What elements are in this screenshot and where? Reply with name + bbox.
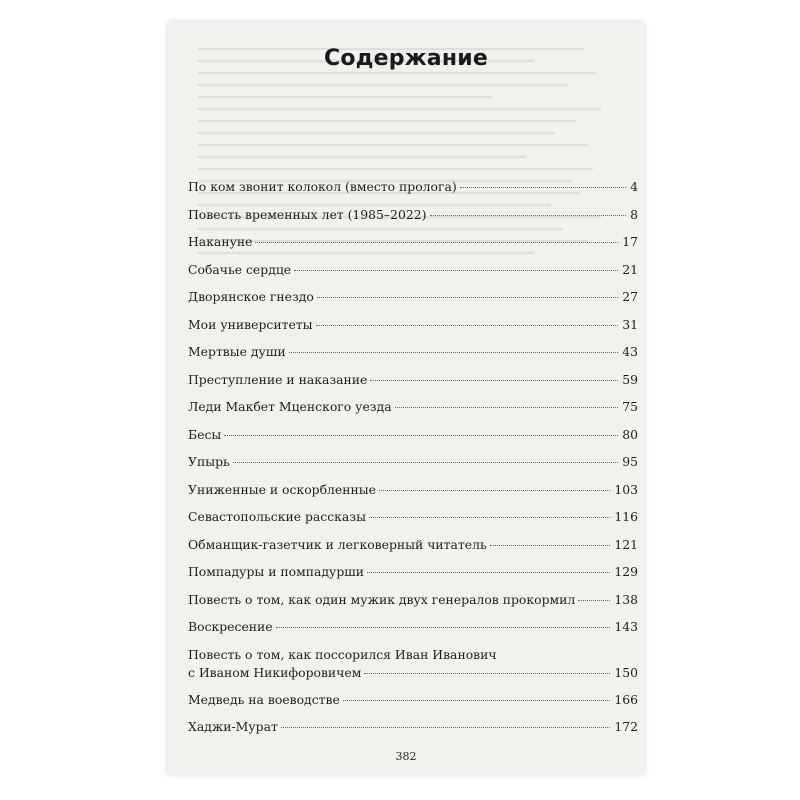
toc-page-number: 172: [614, 719, 638, 734]
toc-entry-title: Собачье сердце: [188, 261, 292, 277]
toc-page-number: 150: [614, 664, 638, 680]
leader-dots: [578, 600, 610, 601]
leader-dots: [281, 727, 611, 728]
contents-heading: Содержание: [324, 46, 488, 71]
toc-entry-title-line1: Повесть о том, как поссорился Иван Иванович: [188, 646, 497, 662]
toc-page-number: 21: [622, 261, 638, 277]
leader-dots: [379, 490, 610, 491]
toc-entry: [188, 692, 638, 720]
leader-dots: [490, 545, 611, 546]
toc-entry: [188, 234, 638, 262]
toc-entry: [188, 592, 638, 620]
leader-dots: [367, 572, 610, 573]
leader-dots: [370, 380, 618, 381]
toc-entry-title: Медведь на воеводстве: [188, 691, 340, 707]
toc-entry: [188, 482, 638, 510]
toc-page-number: 43: [622, 344, 638, 359]
toc-entry-title: Хаджи-Мурат: [188, 719, 278, 734]
book-page: [168, 22, 644, 774]
leader-dots: [343, 700, 611, 701]
toc-entry-title: Бесы: [188, 426, 222, 442]
leader-dots: [369, 517, 610, 518]
toc-page-number: 31: [622, 316, 638, 332]
toc-entry: [188, 564, 638, 592]
toc-entry: [188, 427, 638, 455]
toc-entry: [188, 262, 638, 290]
toc-entry: [188, 344, 638, 372]
toc-page-number: 138: [614, 591, 638, 607]
leader-dots: [395, 407, 619, 408]
toc-page-number: 75: [622, 399, 638, 414]
toc-entry-title: Повесть временных лет (1985–2022): [188, 206, 427, 222]
leader-dots: [233, 462, 618, 463]
toc-entry: [188, 454, 638, 482]
toc-entry: [188, 289, 638, 317]
leader-dots: [316, 325, 619, 326]
table-of-contents: [188, 179, 638, 747]
toc-entry: [188, 537, 638, 565]
toc-entry-title: Помпадуры и помпадурши: [188, 564, 365, 579]
toc-page-number: 116: [614, 509, 638, 524]
toc-entry: [188, 647, 638, 692]
leader-dots: [294, 270, 618, 271]
toc-entry: [188, 317, 638, 345]
toc-entry: [188, 619, 638, 647]
leader-dots: [430, 215, 627, 216]
leader-dots: [276, 627, 611, 628]
toc-entry-title: По ком звонит колокол (вместо пролога): [188, 179, 457, 194]
toc-page-number: 27: [622, 289, 638, 304]
page-number: 382: [395, 750, 417, 763]
leader-dots: [317, 297, 618, 298]
toc-entry-title: Севастопольские рассказы: [188, 509, 366, 524]
toc-entry-title: Мои университеты: [188, 316, 313, 332]
toc-entry-title: Мертвые души: [188, 344, 286, 359]
toc-entry-title-line2: с Иваном Никифоровичем: [188, 664, 362, 680]
toc-page-number: 59: [622, 371, 638, 387]
toc-page-number: 95: [622, 454, 638, 469]
toc-entry-title: Дворянское гнездо: [188, 289, 314, 304]
toc-entry-title: Леди Макбет Мценского уезда: [188, 399, 392, 414]
toc-entry-title: Воскресение: [188, 619, 273, 634]
toc-page-number: 143: [614, 619, 638, 634]
toc-entry-title: Повесть о том, как один мужик двух генералов прокормил: [188, 591, 576, 607]
toc-entry-title: Упырь: [188, 454, 230, 469]
toc-entry: [188, 207, 638, 235]
toc-page-number: 4: [630, 179, 638, 194]
leader-dots: [364, 673, 610, 674]
toc-page-number: 8: [630, 206, 638, 222]
toc-entry: [188, 372, 638, 400]
toc-page-number: 121: [614, 536, 638, 552]
toc-entry: [188, 399, 638, 427]
toc-page-number: 129: [614, 564, 638, 579]
toc-entry-title: Накануне: [188, 234, 253, 249]
leader-dots: [224, 435, 618, 436]
toc-entry: [188, 179, 638, 207]
toc-entry-title: Униженные и оскорбленные: [188, 481, 376, 497]
toc-page-number: 103: [614, 481, 638, 497]
toc-entry-title: Обманщик-газетчик и легковерный читатель: [188, 536, 487, 552]
toc-page-number: 166: [614, 691, 638, 707]
toc-page-number: 80: [622, 426, 638, 442]
toc-entry-title: Преступление и наказание: [188, 371, 368, 387]
leader-dots: [255, 242, 618, 243]
toc-page-number: 17: [622, 234, 638, 249]
toc-entry: [188, 509, 638, 537]
leader-dots: [460, 187, 626, 188]
toc-entry: [188, 719, 638, 747]
leader-dots: [289, 352, 619, 353]
